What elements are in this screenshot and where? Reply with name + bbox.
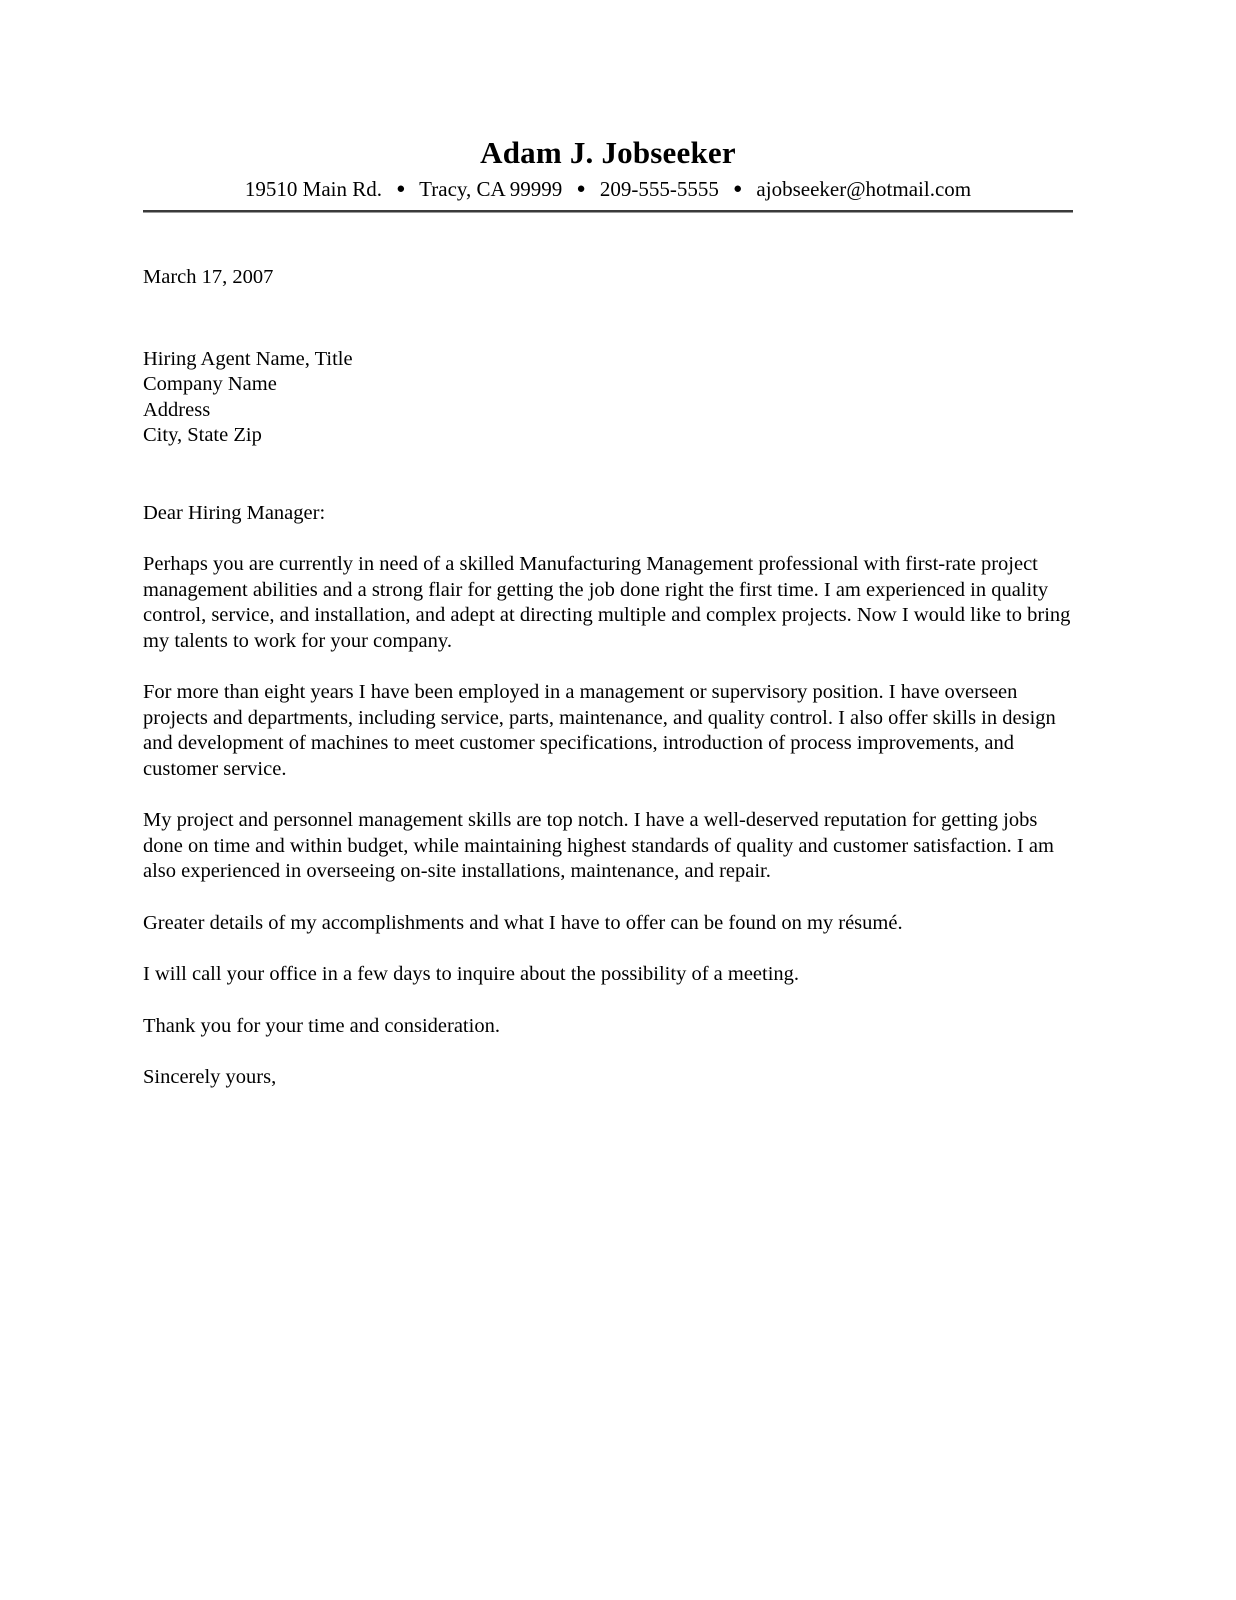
bullet-separator-icon: ● xyxy=(576,181,586,198)
letterhead-divider xyxy=(143,210,1073,213)
contact-street: 19510 Main Rd. xyxy=(244,177,382,202)
salutation: Dear Hiring Manager: xyxy=(143,501,326,524)
bullet-separator-icon: ● xyxy=(733,181,743,198)
recipient-address-block xyxy=(143,347,1073,449)
recipient-line-4: City, State Zip xyxy=(143,424,262,447)
contact-city-state-zip: Tracy, CA 99999 xyxy=(419,177,563,202)
contact-email: ajobseeker@hotmail.com xyxy=(756,177,972,202)
letter-body xyxy=(143,265,1073,1091)
body-paragraph-5: I will call your office in a few days to inquire about the possibility of a meeting. xyxy=(143,963,800,986)
letter-date: March 17, 2007 xyxy=(143,266,274,289)
contact-phone: 209-555-5555 xyxy=(599,177,719,202)
body-paragraph-2: For more than eight years I have been employed in a management or supervisory position. I have overseen projects and departments, including service, parts, maintenance, and quality control. I also offer skills in design and development of machines to meet customer specifications, introduction of process improvements, and customer service. xyxy=(143,681,1056,780)
body-paragraph-1: Perhaps you are currently in need of a skilled Manufacturing Management professional with first-rate project management abilities and a strong flair for getting the job done right the first time. I am experienced in quality control, service, and installation, and adept at directing multiple and complex projects. Now I would like to bring my talents to work for your company. xyxy=(143,553,1071,652)
body-paragraph-4: Greater details of my accomplishments and what I have to offer can be found on my résumé. xyxy=(143,911,903,934)
closing-line: Sincerely yours, xyxy=(143,1066,277,1089)
letterhead xyxy=(143,0,1073,213)
body-paragraph-6: Thank you for your time and consideration. xyxy=(143,1014,500,1037)
body-paragraph-3: My project and personnel management skills are top notch. I have a well-deserved reputation for getting jobs done on time and within budget, while maintaining highest standards of quality and customer satisfaction. I am also experienced in overseeing on-site installations, maintenance, and repair. xyxy=(143,809,1054,883)
applicant-name: Adam J. Jobseeker xyxy=(480,135,736,170)
bullet-separator-icon: ● xyxy=(396,181,406,198)
recipient-line-3: Address xyxy=(143,398,211,421)
recipient-line-2: Company Name xyxy=(143,373,277,396)
recipient-line-1: Hiring Agent Name, Title xyxy=(143,347,353,370)
contact-line xyxy=(143,176,1073,202)
letter-content xyxy=(143,0,1073,1091)
